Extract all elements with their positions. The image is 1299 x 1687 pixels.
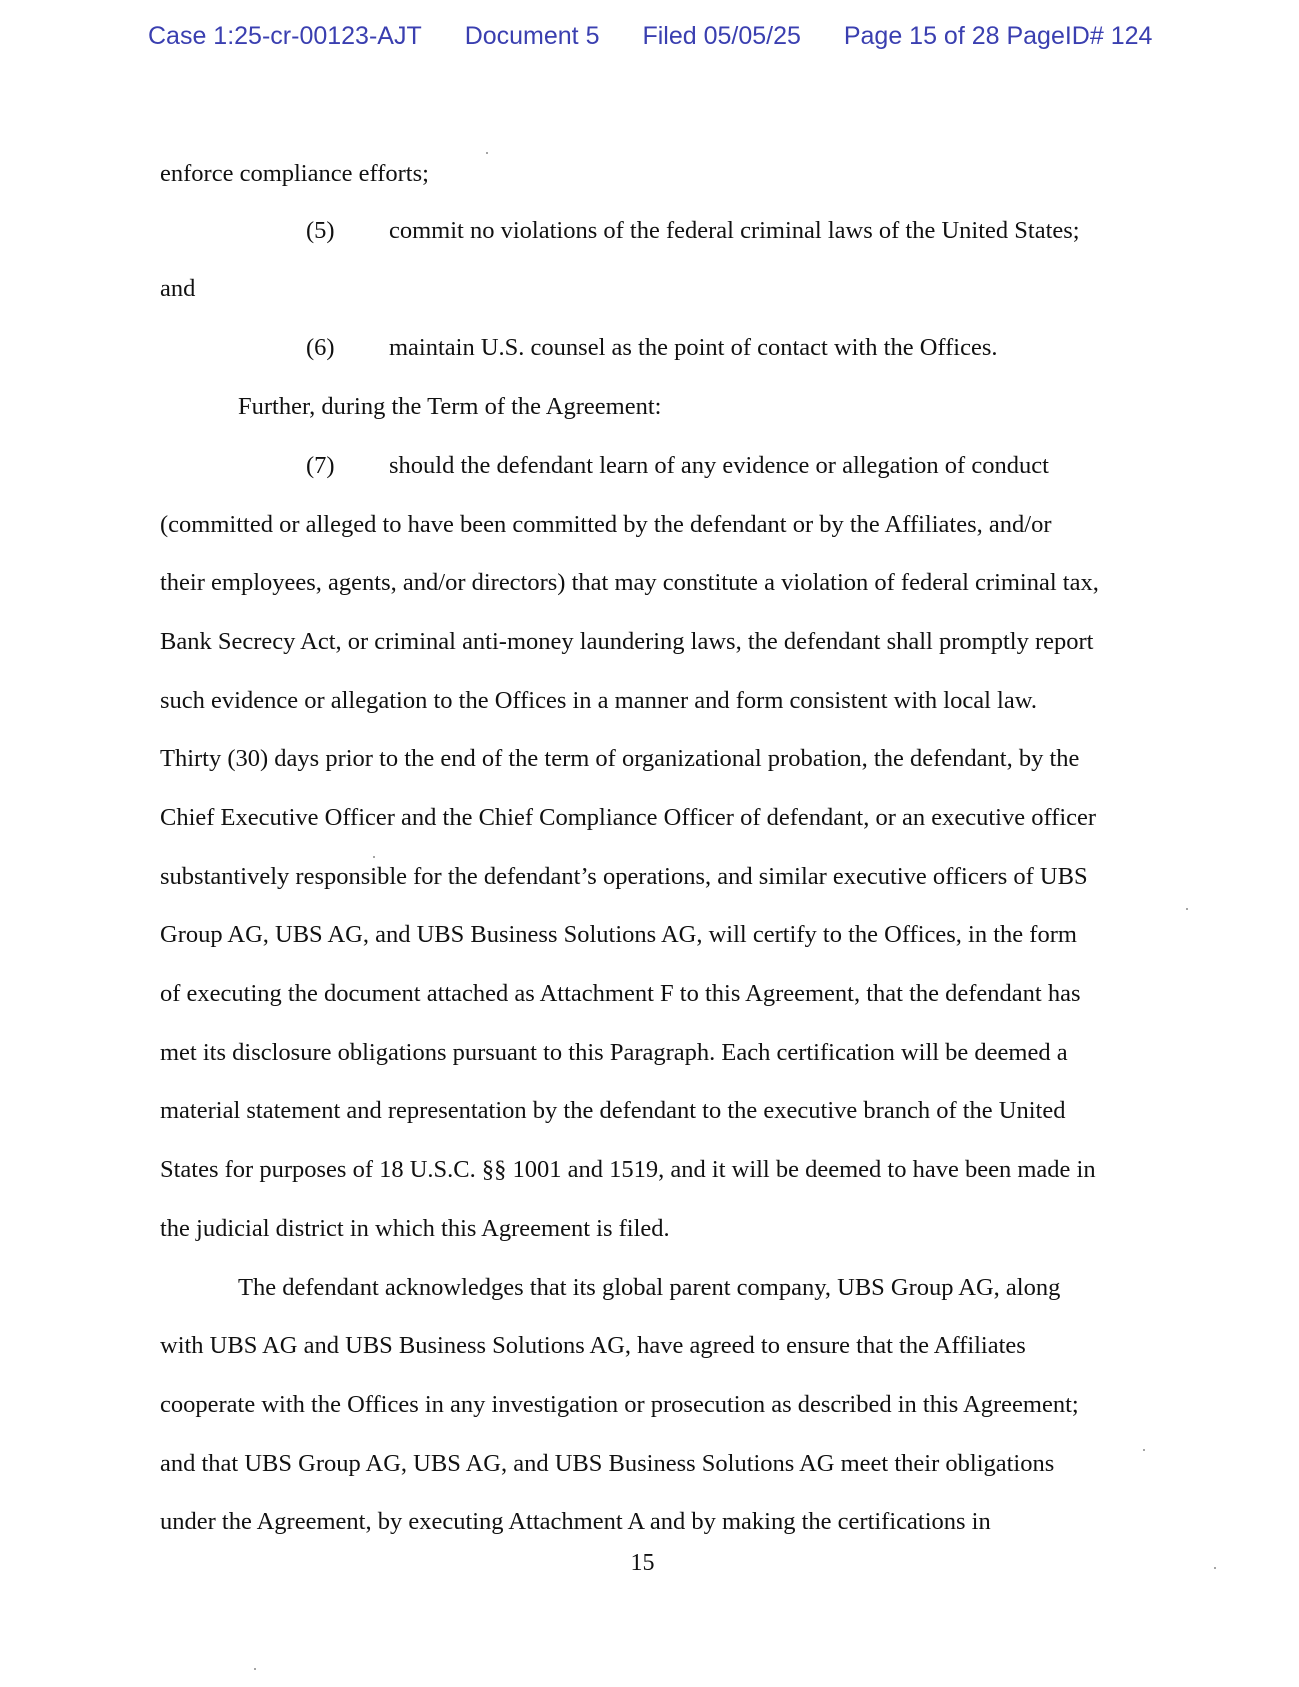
court-filing-header [148, 22, 1152, 51]
paragraph-line: Chief Executive Officer and the Chief Compliance Officer of defendant, or an executive officer [160, 804, 1097, 831]
item-text: should the defendant learn of any evidence or allegation of conduct [389, 452, 1049, 479]
paragraph-line: met its disclosure obligations pursuant to this Paragraph. Each certification will be deemed a [160, 1039, 1068, 1066]
paragraph-line: States for purposes of 18 U.S.C. §§ 1001 and 1519, and it will be deemed to have been made in [160, 1156, 1096, 1183]
paragraph-line: their employees, agents, and/or directors) that may constitute a violation of federal criminal tax, [160, 569, 1099, 596]
body-line: enforce compliance efforts; [160, 160, 429, 187]
scan-speck [1143, 1449, 1145, 1451]
item-number: (6) [306, 334, 335, 361]
page-number: 15 [630, 1550, 655, 1576]
paragraph-line: under the Agreement, by executing Attachment A and by making the certifications in [160, 1508, 991, 1535]
paragraph-line: with UBS AG and UBS Business Solutions AG, have agreed to ensure that the Affiliates [160, 1332, 1026, 1359]
paragraph-line: Group AG, UBS AG, and UBS Business Solutions AG, will certify to the Offices, in the form [160, 921, 1077, 948]
section-lead: Further, during the Term of the Agreement: [238, 393, 662, 420]
item-number: (7) [306, 452, 335, 479]
case-number: Case 1:25-cr-00123-AJT [148, 22, 422, 50]
paragraph-line: material statement and representation by the defendant to the executive branch of the United [160, 1097, 1066, 1124]
paragraph-line: the judicial district in which this Agreement is filed. [160, 1215, 670, 1242]
item-number: (5) [306, 217, 335, 244]
filed-date: Filed 05/05/25 [642, 22, 801, 50]
paragraph-line: (committed or alleged to have been committed by the defendant or by the Affiliates, and/or [160, 511, 1052, 538]
paragraph-line: Bank Secrecy Act, or criminal anti-money laundering laws, the defendant shall promptly report [160, 628, 1094, 655]
paragraph-line: Thirty (30) days prior to the end of the term of organizational probation, the defendant, by the [160, 745, 1080, 772]
body-line: and [160, 275, 196, 302]
document-number: Document 5 [464, 22, 600, 50]
page-id: Page 15 of 28 PageID# 124 [843, 22, 1153, 50]
paragraph-line: substantively responsible for the defendant’s operations, and similar executive officers of UBS [160, 863, 1088, 890]
scan-speck [486, 152, 488, 154]
scan-speck [254, 1668, 256, 1670]
item-text: maintain U.S. counsel as the point of contact with the Offices. [389, 334, 998, 361]
paragraph-line: of executing the document attached as Attachment F to this Agreement, that the defendant has [160, 980, 1081, 1007]
paragraph-line: and that UBS Group AG, UBS AG, and UBS Business Solutions AG meet their obligations [160, 1450, 1055, 1477]
scan-speck [1214, 1567, 1216, 1569]
paragraph-first-line: The defendant acknowledges that its global parent company, UBS Group AG, along [238, 1274, 1061, 1301]
paragraph-line: such evidence or allegation to the Offices in a manner and form consistent with local law. [160, 687, 1037, 714]
item-text: commit no violations of the federal criminal laws of the United States; [389, 217, 1080, 244]
scan-speck [373, 856, 375, 858]
scan-speck [1186, 908, 1188, 910]
paragraph-line: cooperate with the Offices in any investigation or prosecution as described in this Agreement; [160, 1391, 1079, 1418]
